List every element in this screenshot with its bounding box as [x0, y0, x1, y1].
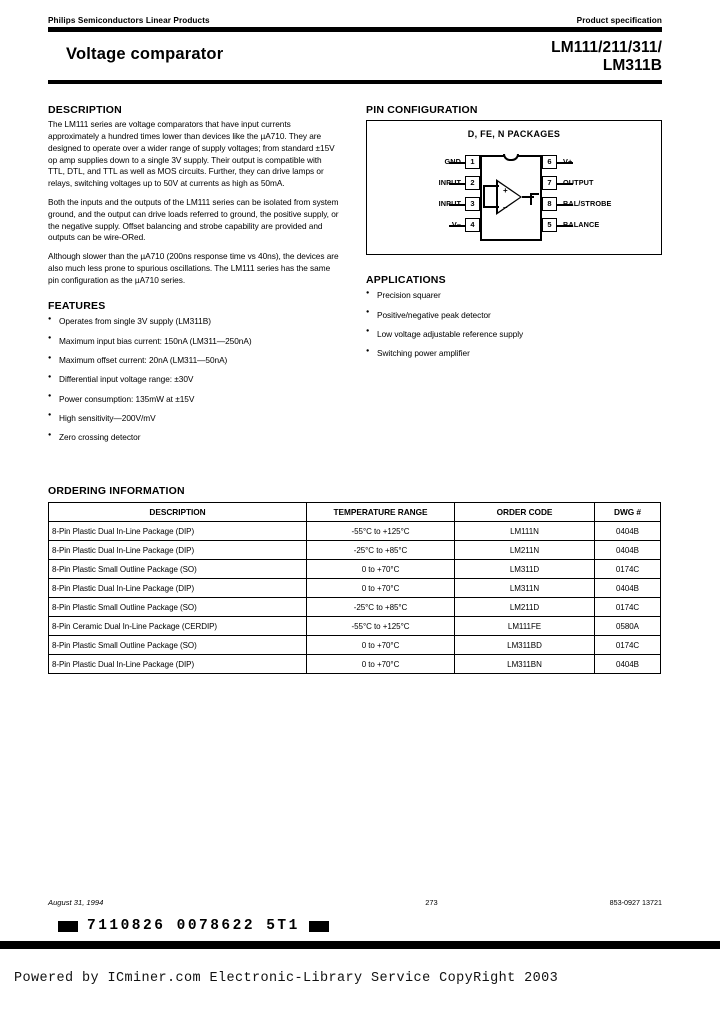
cell-order-code: LM311BD: [455, 636, 595, 655]
cell-temperature-range: -25°C to +85°C: [307, 598, 455, 617]
header-rule-bottom: [48, 80, 662, 84]
cell-description: 8-Pin Plastic Dual In-Line Package (DIP): [49, 522, 307, 541]
pin-configuration-diagram: [366, 120, 662, 255]
output-stage-symbol: [530, 193, 539, 205]
cell-description: 8-Pin Plastic Dual In-Line Package (DIP): [49, 655, 307, 674]
column-header-order-code: ORDER CODE: [455, 503, 595, 522]
pin-7-number: 7: [542, 176, 557, 190]
inverting-input-sign: –: [503, 203, 508, 213]
table-row: [49, 617, 661, 636]
features-list: [48, 316, 340, 442]
description-paragraph-3: Although slower than the µA710 (200ns response time vs 40ns), the devices are also much less prone to spurious oscillations. The LM111 series has the same pin configuration as the µA710 series.: [48, 251, 339, 285]
footer-date: August 31, 1994: [48, 898, 104, 907]
page-header: [48, 16, 662, 27]
pin-2-number: 2: [465, 176, 480, 190]
feature-item: ● Maximum offset current: 20nA (LM311—50nA): [48, 355, 340, 366]
application-item: ● Low voltage adjustable reference supply: [366, 329, 662, 340]
noninverting-input-sign: +: [503, 186, 508, 196]
pin-3-number: 3: [465, 197, 480, 211]
pin-1-number: 1: [465, 155, 480, 169]
cell-temperature-range: 0 to +70°C: [307, 560, 455, 579]
table-row: [49, 522, 661, 541]
pin-6-number: 6: [542, 155, 557, 169]
cell-dwg: 0404B: [595, 655, 661, 674]
barcode-block-left-icon: [58, 921, 78, 932]
cell-order-code: LM311N: [455, 579, 595, 598]
applications-list: [366, 290, 662, 359]
cell-dwg: 0174C: [595, 560, 661, 579]
cell-description: 8-Pin Plastic Small Outline Package (SO): [49, 598, 307, 617]
part-number-line-2: LM311B: [602, 56, 662, 74]
title-block: [48, 32, 662, 80]
feature-item: ● Operates from single 3V supply (LM311B): [48, 316, 340, 327]
description-paragraph-2: Both the inputs and the outputs of the LM111 series can be isolated from system ground, and the output can drive loads referred to ground, the positive supply, or the negative supply. Offset balancing and strobe capability are provided and outputs can be wire-ORed.: [48, 197, 339, 243]
pin-configuration-heading: PIN CONFIGURATION: [366, 104, 478, 117]
cell-dwg: 0404B: [595, 541, 661, 560]
header-company: Philips Semiconductors Linear Products: [48, 16, 210, 25]
footer-doc-code: 853-0927 13721: [609, 898, 662, 907]
application-item: ● Switching power amplifier: [366, 348, 662, 359]
part-numbers: [551, 39, 662, 74]
cell-order-code: LM311BN: [455, 655, 595, 674]
cell-description: 8-Pin Plastic Small Outline Package (SO): [49, 636, 307, 655]
cell-order-code: LM211D: [455, 598, 595, 617]
barcode-digits: 7110826 0078622 5T1: [87, 918, 300, 934]
column-header-temperature-range: TEMPERATURE RANGE: [307, 503, 455, 522]
service-banner: [0, 949, 720, 1012]
cell-description: 8-Pin Plastic Dual In-Line Package (DIP): [49, 541, 307, 560]
page-bottom-bar: [0, 941, 720, 949]
pin-5-label: BALANCE: [563, 220, 600, 230]
pin-1-label: GND: [444, 157, 461, 167]
barcode-block-right-icon: [309, 921, 329, 932]
header-doc-type: Product specification: [576, 16, 662, 25]
cell-dwg: 0404B: [595, 522, 661, 541]
cell-order-code: LM211N: [455, 541, 595, 560]
table-row: [49, 655, 661, 674]
part-number-line-1: LM111/211/311/: [551, 39, 662, 56]
pin-3-label: INPUT: [438, 199, 461, 209]
footer-page-number: 273: [425, 898, 438, 907]
ordering-information-section: [48, 485, 662, 674]
package-title: D, FE, N PACKAGES: [467, 129, 561, 140]
cell-temperature-range: 0 to +70°C: [307, 655, 455, 674]
service-banner-text: Powered by ICminer.com Electronic-Library Service CopyRight 2003: [14, 971, 559, 986]
cell-temperature-range: 0 to +70°C: [307, 579, 455, 598]
table-row: [49, 560, 661, 579]
ordering-information-heading: ORDERING INFORMATION: [48, 485, 185, 498]
ordering-information-table: [48, 502, 661, 674]
cell-description: 8-Pin Plastic Dual In-Line Package (DIP): [49, 579, 307, 598]
feature-item: ● Zero crossing detector: [48, 432, 340, 443]
cell-order-code: LM111FE: [455, 617, 595, 636]
features-heading: FEATURES: [48, 300, 106, 313]
description-paragraph-1: The LM111 series are voltage comparators that have input currents approximately a hundred times lower than devices like the µA710. They are designed to operate over a wider range of supply voltages; from standard ±15V op amp supplies down to a single 3V supply. Their output is compatible with TTL, DTL, and TTL as well as MOS circuits. Further, they can drive lamps or relays, switching voltages up to 50V at currents as high as 50mA.: [48, 119, 335, 189]
application-item: ● Positive/negative peak detector: [366, 310, 662, 321]
table-row: [49, 579, 661, 598]
table-row: [49, 541, 661, 560]
description-heading: DESCRIPTION: [48, 104, 122, 117]
column-header-description: DESCRIPTION: [49, 503, 307, 522]
cell-temperature-range: 0 to +70°C: [307, 636, 455, 655]
feature-item: ● Power consumption: 135mW at ±15V: [48, 394, 340, 405]
cell-order-code: LM111N: [455, 522, 595, 541]
cell-temperature-range: -25°C to +85°C: [307, 541, 455, 560]
cell-order-code: LM311D: [455, 560, 595, 579]
cell-dwg: 0404B: [595, 579, 661, 598]
cell-description: 8-Pin Ceramic Dual In-Line Package (CERDIP): [49, 617, 307, 636]
feature-item: ● High sensitivity—200V/mV: [48, 413, 340, 424]
pin-4-label: V–: [451, 220, 461, 230]
page-footer: [48, 898, 662, 907]
table-row: [49, 598, 661, 617]
pin-4-number: 4: [465, 218, 480, 232]
pin-5-number: 5: [542, 218, 557, 232]
pin-7-label: OUTPUT: [563, 178, 594, 188]
page-title: Voltage comparator: [66, 45, 224, 63]
cell-temperature-range: -55°C to +125°C: [307, 522, 455, 541]
cell-temperature-range: -55°C to +125°C: [307, 617, 455, 636]
cell-description: 8-Pin Plastic Small Outline Package (SO): [49, 560, 307, 579]
feature-item: ● Maximum input bias current: 150nA (LM311—250nA): [48, 336, 340, 347]
cell-dwg: 0580A: [595, 617, 661, 636]
pin-6-label: V+: [563, 157, 573, 167]
barcode-line: [48, 918, 672, 934]
pin-8-number: 8: [542, 197, 557, 211]
cell-dwg: 0174C: [595, 636, 661, 655]
comparator-symbol-fill: [498, 182, 520, 212]
pin-8-label: BAL/STROBE: [563, 199, 612, 209]
cell-dwg: 0174C: [595, 598, 661, 617]
pin-2-label: INPUT: [438, 178, 461, 188]
package-notch: [503, 154, 519, 161]
table-header-row: [49, 503, 661, 522]
table-row: [49, 636, 661, 655]
applications-heading: APPLICATIONS: [366, 274, 446, 287]
feature-item: ● Differential input voltage range: ±30V: [48, 374, 340, 385]
application-item: ● Precision squarer: [366, 290, 662, 301]
column-header-dwg: DWG #: [595, 503, 661, 522]
